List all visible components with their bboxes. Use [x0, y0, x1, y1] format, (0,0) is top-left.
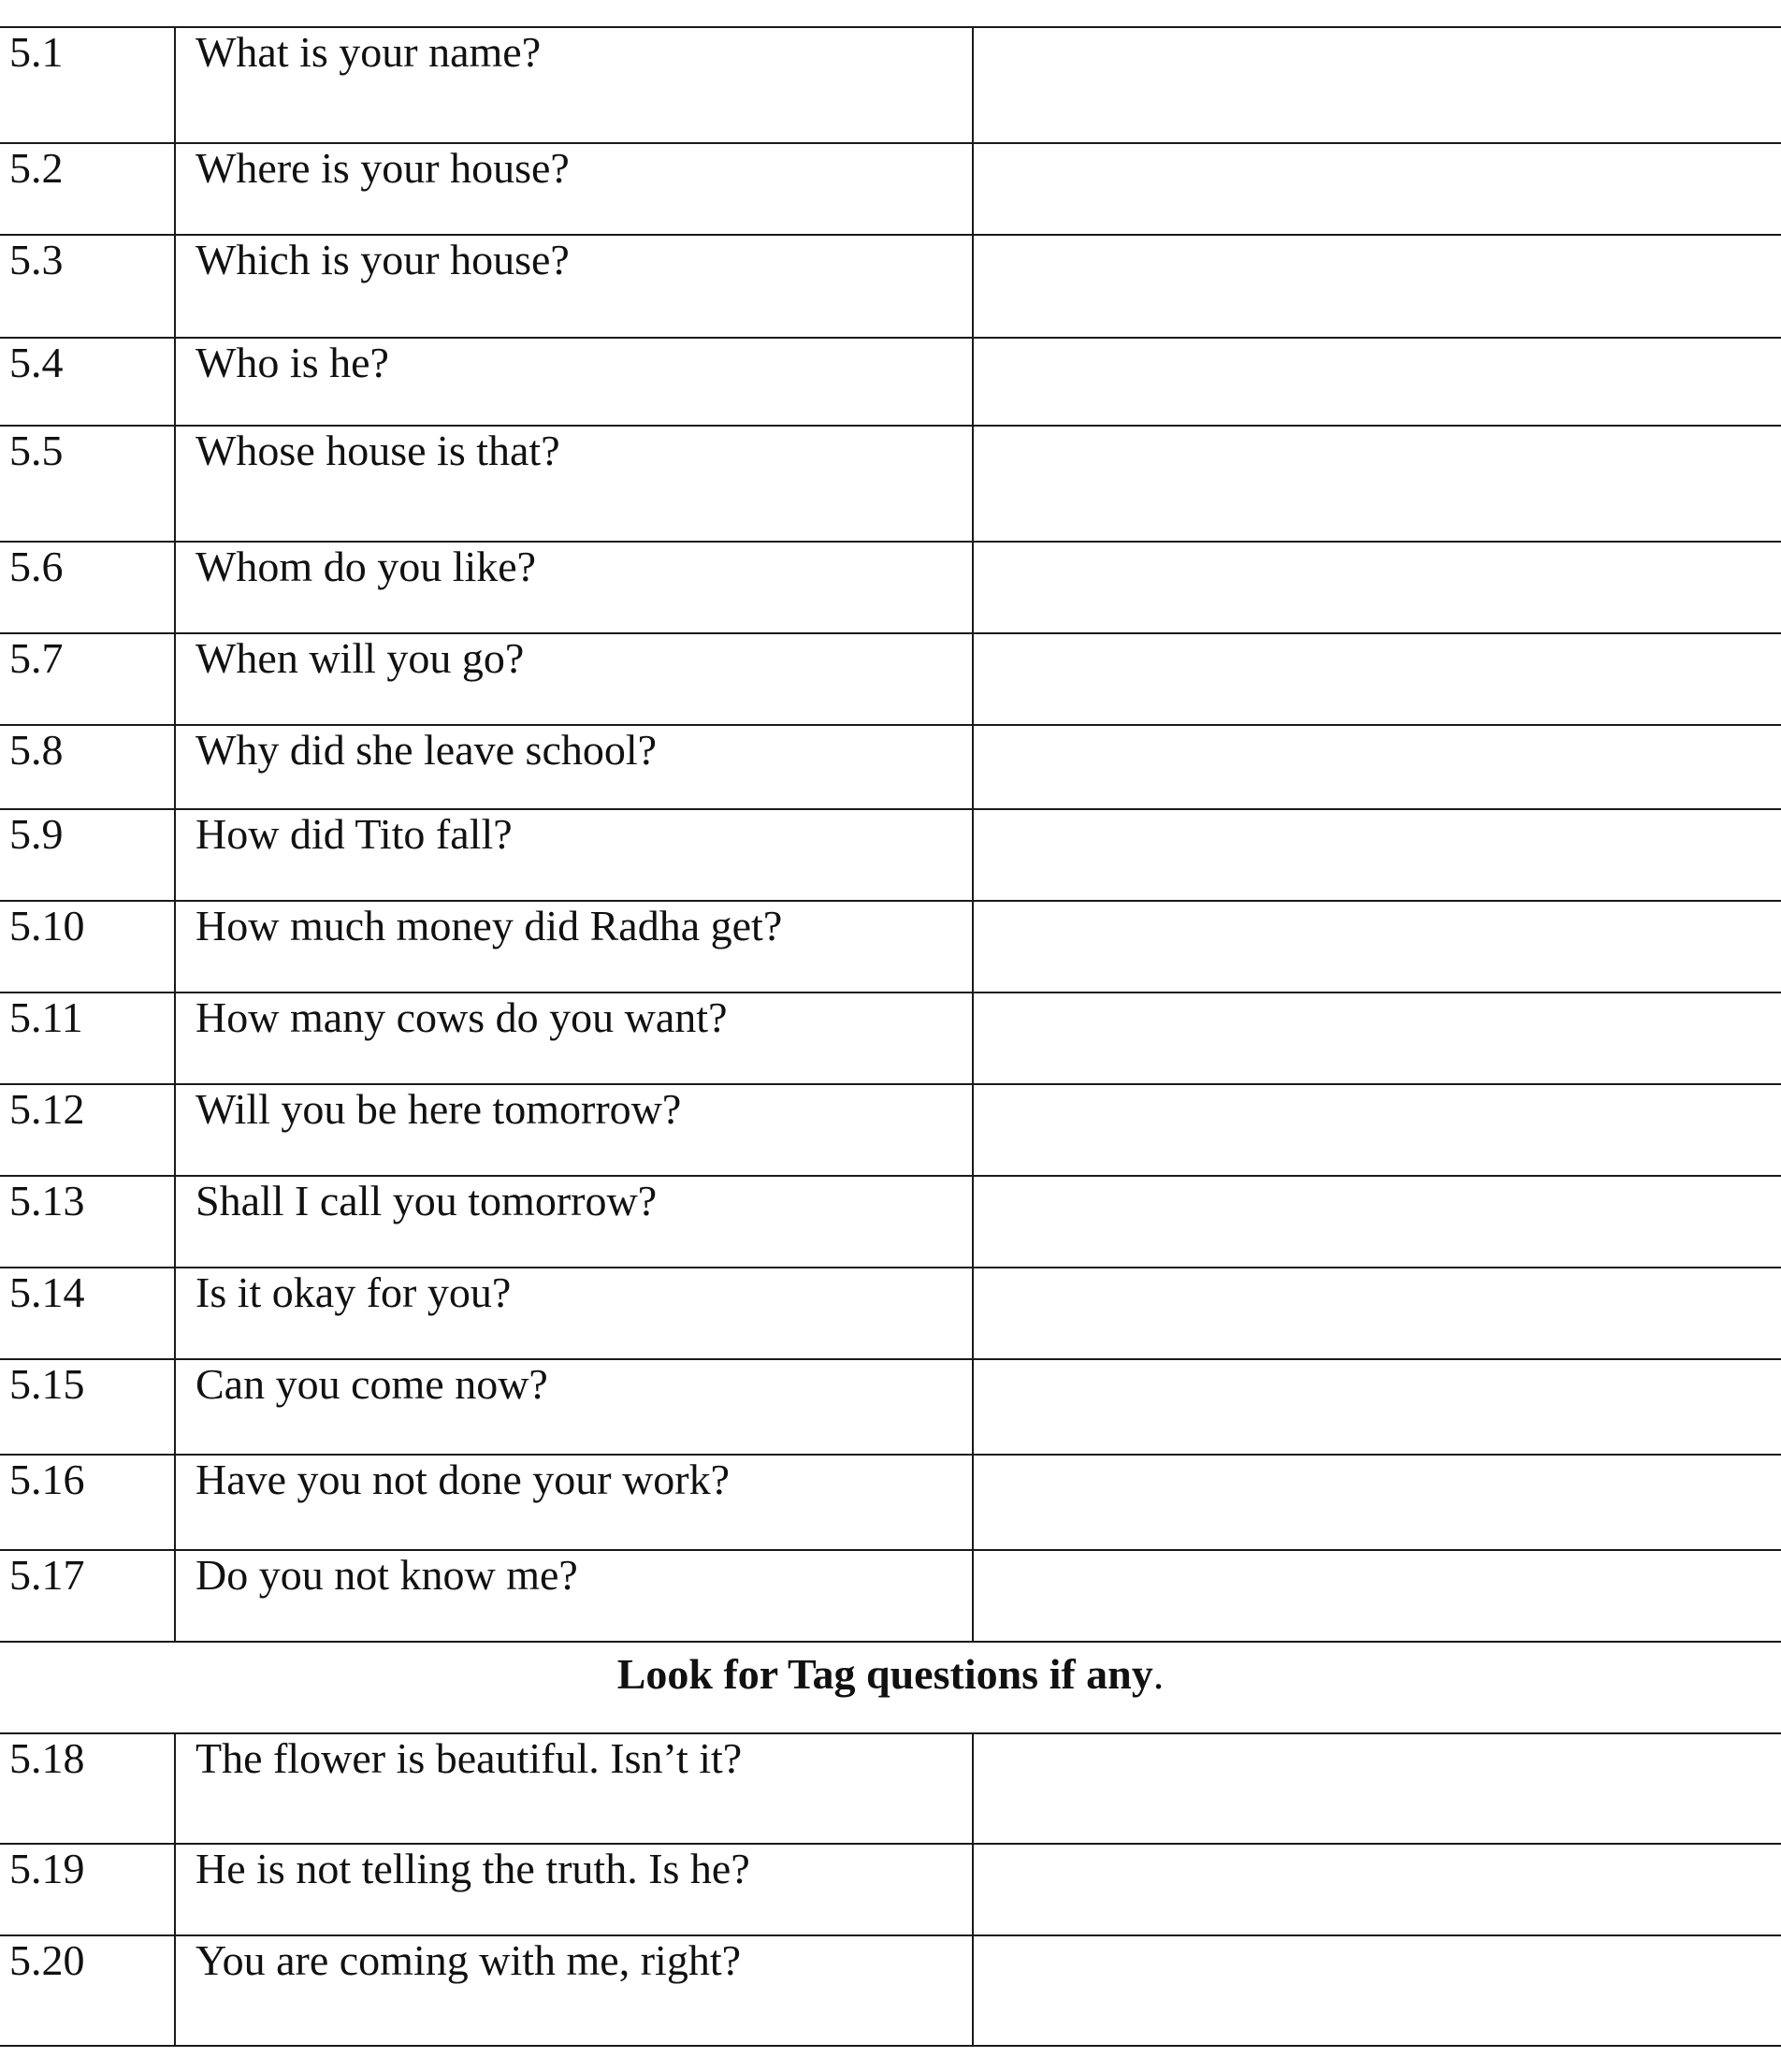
- answer-cell[interactable]: [973, 426, 1781, 542]
- question-text: How did Tito fall?: [175, 809, 973, 901]
- table-row: [0, 901, 1781, 993]
- question-number: 5.17: [0, 1550, 175, 1642]
- question-number: 5.16: [0, 1455, 175, 1550]
- question-text: What is your name?: [175, 27, 973, 143]
- question-number: 5.12: [0, 1084, 175, 1176]
- question-number: 5.2: [0, 143, 175, 235]
- question-text: Is it okay for you?: [175, 1268, 973, 1359]
- question-number: 5.4: [0, 338, 175, 426]
- question-number: 5.10: [0, 901, 175, 993]
- table-row: [0, 1455, 1781, 1550]
- answer-cell[interactable]: [973, 993, 1781, 1084]
- answer-cell[interactable]: [973, 901, 1781, 993]
- question-text: Who is he?: [175, 338, 973, 426]
- question-number: 5.19: [0, 1844, 175, 1935]
- table-row: [0, 1733, 1781, 1844]
- table-row: [0, 542, 1781, 633]
- answer-cell[interactable]: [973, 542, 1781, 633]
- question-number: 5.8: [0, 725, 175, 809]
- question-text: Do you not know me?: [175, 1550, 973, 1642]
- question-number: 5.9: [0, 809, 175, 901]
- question-number: 5.6: [0, 542, 175, 633]
- question-number: 5.15: [0, 1359, 175, 1455]
- question-number: 5.18: [0, 1733, 175, 1844]
- answer-cell[interactable]: [973, 1084, 1781, 1176]
- question-text: When will you go?: [175, 633, 973, 725]
- answer-cell[interactable]: [973, 1359, 1781, 1455]
- answer-cell[interactable]: [973, 1733, 1781, 1844]
- question-text: Whom do you like?: [175, 542, 973, 633]
- question-number: 5.1: [0, 27, 175, 143]
- table-row: [0, 143, 1781, 235]
- questions-table-body: [0, 27, 1781, 2046]
- question-number: 5.13: [0, 1176, 175, 1268]
- answer-cell[interactable]: [973, 1268, 1781, 1359]
- answer-cell[interactable]: [973, 338, 1781, 426]
- table-row: [0, 1176, 1781, 1268]
- answer-cell[interactable]: [973, 235, 1781, 338]
- question-text: Where is your house?: [175, 143, 973, 235]
- table-row: [0, 1550, 1781, 1642]
- question-number: 5.11: [0, 993, 175, 1084]
- table-row: [0, 27, 1781, 143]
- question-text: The flower is beautiful. Isn’t it?: [175, 1733, 973, 1844]
- table-row: [0, 1844, 1781, 1935]
- table-row: [0, 426, 1781, 542]
- question-number: 5.3: [0, 235, 175, 338]
- question-text: Why did she leave school?: [175, 725, 973, 809]
- answer-cell[interactable]: [973, 1455, 1781, 1550]
- answer-cell[interactable]: [973, 1176, 1781, 1268]
- section-heading-text: Look for Tag questions if any: [616, 1650, 1153, 1698]
- section-heading: [0, 1642, 1781, 1733]
- question-text: How much money did Radha get?: [175, 901, 973, 993]
- table-row: [0, 1268, 1781, 1359]
- answer-cell[interactable]: [973, 725, 1781, 809]
- question-number: 5.14: [0, 1268, 175, 1359]
- table-row: [0, 633, 1781, 725]
- table-row: [0, 993, 1781, 1084]
- table-row: [0, 235, 1781, 338]
- answer-cell[interactable]: [973, 809, 1781, 901]
- question-text: Shall I call you tomorrow?: [175, 1176, 973, 1268]
- questions-table: [0, 26, 1781, 2047]
- question-number: 5.5: [0, 426, 175, 542]
- answer-cell[interactable]: [973, 1935, 1781, 2046]
- answer-cell[interactable]: [973, 633, 1781, 725]
- answer-cell[interactable]: [973, 1844, 1781, 1935]
- question-text: You are coming with me, right?: [175, 1935, 973, 2046]
- section-heading-row: [0, 1642, 1781, 1733]
- table-row: [0, 1935, 1781, 2046]
- question-text: Whose house is that?: [175, 426, 973, 542]
- question-text: How many cows do you want?: [175, 993, 973, 1084]
- question-text: Which is your house?: [175, 235, 973, 338]
- question-text: Have you not done your work?: [175, 1455, 973, 1550]
- section-heading-period: .: [1152, 1650, 1165, 1698]
- table-row: [0, 1359, 1781, 1455]
- answer-cell[interactable]: [973, 1550, 1781, 1642]
- question-text: Can you come now?: [175, 1359, 973, 1455]
- answer-cell[interactable]: [973, 27, 1781, 143]
- table-row: [0, 809, 1781, 901]
- table-row: [0, 338, 1781, 426]
- answer-cell[interactable]: [973, 143, 1781, 235]
- question-number: 5.20: [0, 1935, 175, 2046]
- table-row: [0, 725, 1781, 809]
- question-text: Will you be here tomorrow?: [175, 1084, 973, 1176]
- question-worksheet: [0, 26, 1781, 2047]
- question-text: He is not telling the truth. Is he?: [175, 1844, 973, 1935]
- question-number: 5.7: [0, 633, 175, 725]
- table-row: [0, 1084, 1781, 1176]
